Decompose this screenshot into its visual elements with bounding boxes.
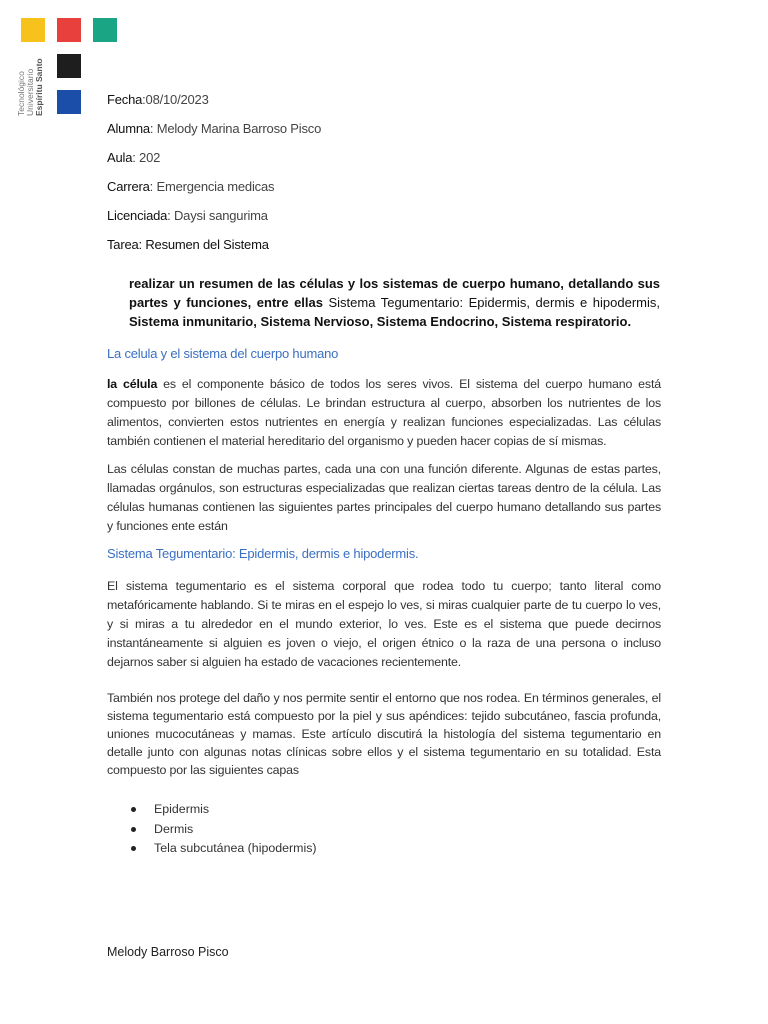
- bullet-icon: [131, 827, 136, 832]
- logo-line-3: Espíritu Santo: [34, 58, 44, 116]
- section-heading-tegumentario: Sistema Tegumentario: Epidermis, dermis e hipodermis.: [107, 546, 419, 561]
- meta-tarea-value: : Resumen del Sistema: [138, 237, 269, 252]
- meta-fecha-value: :08/10/2023: [142, 92, 209, 107]
- meta-aula-value: : 202: [132, 150, 161, 165]
- signature-name: Melody Barroso Pisco: [107, 945, 229, 959]
- bullet-icon: [131, 846, 136, 851]
- list-item-text: Epidermis: [154, 802, 210, 816]
- logo-square-black: [57, 54, 81, 78]
- meta-alumna: [107, 121, 321, 136]
- logo-text: [17, 16, 53, 116]
- paragraph-celula-1-bold: la célula: [107, 377, 158, 391]
- meta-licenciada-label: Licenciada: [107, 208, 168, 223]
- meta-licenciada-value: : Daysi sangurima: [167, 208, 268, 223]
- paragraph-celula-1: [107, 375, 661, 451]
- list-item: [107, 839, 317, 859]
- meta-fecha-label: Fecha: [107, 92, 143, 107]
- list-item: [107, 820, 317, 840]
- logo-square-blue: [57, 90, 81, 114]
- meta-tarea-label: Tarea: [107, 237, 139, 252]
- meta-carrera: [107, 179, 274, 194]
- logo-line-2: Universitario: [25, 68, 35, 116]
- paragraph-celula-2: Las células constan de muchas partes, cada una con una función diferente. Algunas de estas partes, llamadas orgánulos, son estructuras especializadas que realizan ciertas tareas dentro de la célula. Las células humanas contienen las siguientes partes principales del cuerpo humano detallando sus partes y funciones ente están: [107, 462, 661, 533]
- meta-carrera-label: Carrera: [107, 179, 150, 194]
- paragraph-celula-1-rest: es el componente básico de todos los seres vivos. El sistema del cuerpo humano está compuesto por billones de células. Le brindan estructura al cuerpo, absorben los nutrientes de los alimentos, convierten estos nutrientes en energía y realizan funciones especializadas. Las células también contienen el material hereditario del organismo y pueden hacer copias de sí mismas.: [107, 377, 661, 448]
- logo-line-1: Tecnológico: [16, 71, 26, 116]
- meta-alumna-label: Alumna: [107, 121, 150, 136]
- list-item: [107, 800, 317, 820]
- meta-aula: [107, 150, 160, 165]
- section-heading-celula: La celula y el sistema del cuerpo humano: [107, 346, 339, 361]
- logo-square-green: [93, 18, 117, 42]
- meta-aula-label: Aula: [107, 150, 133, 165]
- task-bold-start: realizar un resumen de las células y los sistemas de cuerpo humano, detallando sus partes y funciones, entre ellas: [129, 276, 660, 310]
- list-item-text: Dermis: [154, 821, 194, 836]
- meta-alumna-value: : Melody Marina Barroso Pisco: [149, 121, 322, 136]
- meta-tarea: [107, 237, 269, 252]
- list-item-text: Tela subcutánea (hipodermis): [154, 841, 317, 855]
- task-bold-end: Sistema inmunitario, Sistema Nervioso, Sistema Endocrino, Sistema respiratorio.: [129, 314, 632, 329]
- task-normal-mid: Sistema Tegumentario: Epidermis, dermis e hipodermis,: [328, 295, 660, 310]
- meta-fecha: [107, 92, 209, 107]
- meta-carrera-value: : Emergencia medicas: [149, 179, 275, 194]
- bullet-icon: [131, 807, 136, 812]
- meta-licenciada: [107, 208, 268, 223]
- paragraph-tegumentario-2: También nos protege del daño y nos permite sentir el entorno que nos rodea. En términos generales, el sistema tegumentario está compuesto por la piel y sus apéndices: tejido subcutáneo, fascia profunda, uniones mucocutáneas y mamas. Este artículo discutirá la histología del sistema tegumentario en detalle junto con algunas notas clínicas sobre ellos y el sistema tegumentario en su totalidad. Esta compuesto por las siguientes capas: [107, 691, 661, 777]
- paragraph-tegumentario-1: El sistema tegumentario es el sistema corporal que rodea todo tu cuerpo; tanto literal como metafóricamente hablando. Si te miras en el espejo lo ves, si miras cualquier parte de tu cuerpo lo ves, y si miras a tu alrededor en el mundo exterior, lo ves. Este es el sistema que puede decirnos instantáneamente si alguien es joven o viejo, el origen étnico o la raza de una persona o incluso dejarnos saber si alguien ha estado de vacaciones recientemente.: [107, 579, 661, 669]
- bullet-list-capas: [107, 800, 317, 859]
- logo-square-red: [57, 18, 81, 42]
- task-statement: [129, 274, 660, 331]
